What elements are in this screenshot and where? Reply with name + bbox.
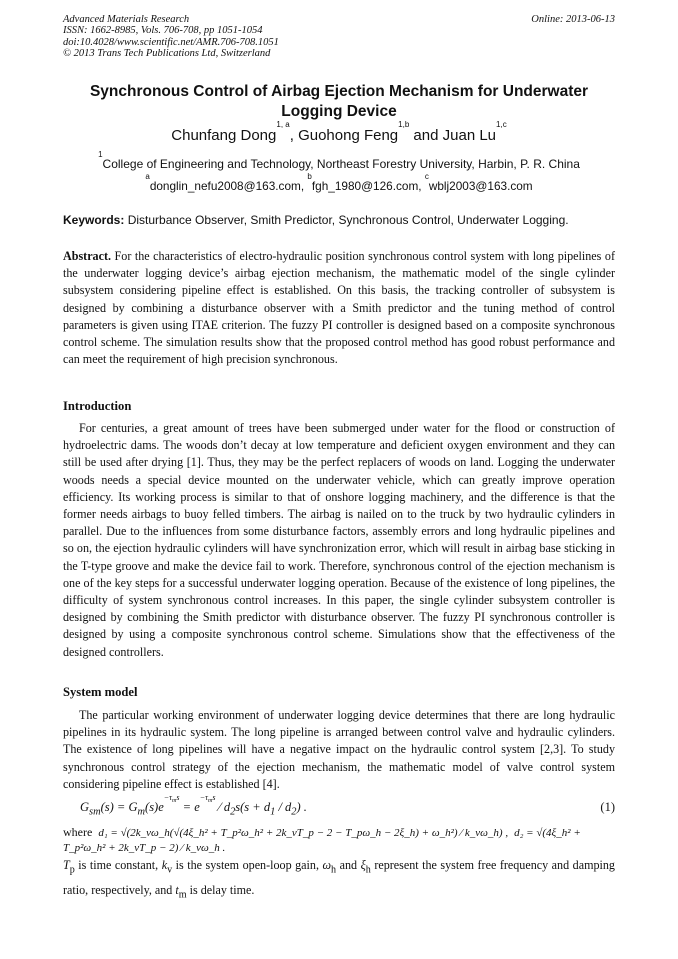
affiliation-text: College of Engineering and Technology, Northeast Forestry University, Harbin, P. R. China: [102, 157, 580, 171]
eq-subscript: sm: [89, 806, 101, 818]
symbol-subscript: h: [365, 864, 371, 876]
email-mark: a: [145, 172, 150, 181]
system-model-paragraph: The particular working environment of underwater logging device determines that there are long hydraulic pipelines in its hydraulic system. The long pipeline is arranged between control valve and hydraulic cylinders. The existence of long pipelines will have a negative impact on the hydraulic control system [2,3]. To study synchronous control strategy of the ejection mechanism, the mathematic model of valve control system considering pipeline effect is established [4].: [63, 708, 615, 791]
abstract: [63, 248, 615, 368]
d2-definition: d₂ = √(4ξ_h² + T_p²ω_h² + 2k_vT_p − 2) ⁄ k_vω_h .: [63, 827, 581, 854]
eq-exponent: −τ: [163, 793, 173, 802]
email-link: wblj2003@163.com: [428, 179, 533, 193]
affiliation-mark: 1: [98, 150, 103, 159]
eq-text: (s) = G: [100, 800, 138, 814]
where-label: where: [63, 825, 93, 839]
online-date: Online: 2013-06-13: [531, 14, 615, 25]
author-list: [63, 120, 615, 144]
eq-text: s(s + d: [235, 800, 271, 814]
author-affil-mark: 1,b: [398, 120, 410, 129]
email-link: fgh_1980@126.com,: [311, 179, 425, 193]
symbol-definitions: [63, 855, 615, 906]
symbol-subscript: m: [178, 889, 187, 901]
abstract-label: Abstract.: [63, 249, 112, 263]
eq-exponent: −τ: [199, 793, 209, 802]
email-link: donglin_nefu2008@163.com,: [149, 179, 308, 193]
author-name: Juan Lu: [442, 127, 497, 144]
eq-exponent: m: [208, 798, 213, 804]
author-name: Guohong Feng: [298, 127, 399, 144]
journal-header: [63, 14, 615, 60]
author-affil-mark: 1, a: [276, 120, 290, 129]
symbol: k: [161, 858, 168, 872]
definition-text: is delay time.: [186, 883, 255, 898]
symbol-subscript: v: [167, 864, 173, 876]
section-heading-introduction: Introduction: [63, 399, 132, 413]
eq-text: ) .: [296, 800, 307, 814]
eq-text: (s)e: [145, 800, 164, 814]
keywords: [63, 213, 615, 227]
eq-exponent: m: [172, 798, 177, 804]
eq-symbol: G: [80, 800, 90, 814]
journal-name: Advanced Materials Research: [63, 14, 190, 25]
email-mark: c: [424, 172, 429, 181]
eq-exponent: s: [176, 793, 180, 802]
eq-exponent: s: [212, 793, 216, 802]
equation-1: [80, 793, 615, 818]
symbol: t: [175, 883, 179, 898]
eq-text: = e: [179, 800, 200, 814]
definition-text: is the system open-loop gain,: [172, 858, 323, 872]
keywords-label: Keywords:: [63, 213, 125, 227]
doi: doi:10.4028/www.scientific.net/AMR.706-708.1051: [63, 36, 279, 48]
eq-subscript: m: [137, 806, 146, 818]
author-separator: and: [409, 127, 443, 144]
definition-text: is time constant,: [74, 858, 162, 872]
eq-subscript: 1: [270, 806, 276, 818]
equation-number: (1): [600, 800, 615, 814]
definition-text: and: [336, 858, 361, 872]
symbol-subscript: h: [331, 864, 337, 876]
symbol-subscript: p: [69, 864, 75, 876]
eq-text: ⁄ d: [215, 800, 231, 814]
affiliation: [63, 150, 615, 171]
author-affil-mark: 1,c: [496, 120, 507, 129]
d1-definition: d₁ = √(2k_vω_h(√(4ξ_h² + T_p²ω_h² + 2k_vT_p − 2 − T_pω_h − 2ξ_h) + ω_h²) ⁄ k_vω_h) ,: [98, 827, 509, 839]
copyright: © 2013 Trans Tech Publications Ltd, Switzerland: [63, 48, 271, 60]
definition-text: represent the system free frequency and damping ratio, respectively, and: [63, 858, 615, 898]
eq-text: / d: [275, 800, 292, 814]
paper-title: Synchronous Control of Airbag Ejection Mechanism for Underwater Logging Device: [89, 83, 589, 120]
equation-definitions: [63, 825, 615, 855]
symbol: ξ: [360, 858, 366, 872]
symbol: T: [63, 858, 70, 872]
abstract-text: For the characteristics of electro-hydraulic position synchronous control system with long pipelines of the underwater logging device’s airbag ejection mechanism, the mathematic model of the single cylinder subsystem considering pipeline effect is established. On this basis, the tracking controller of subsystem is designed by combining a disturbance observer with a Smith predictor and the tuning method of control parameters is given using ITAE criterion. The fuzzy PI controller is designed based on a composite synchronous control scheme. The simulation results show that the proposed control method has good robust performance and can meet the requirement of high precision synchronous.: [63, 249, 615, 367]
eq-subscript: 2: [230, 806, 236, 818]
email-mark: b: [307, 172, 312, 181]
author-name: Chunfang Dong: [171, 127, 277, 144]
author-separator: ,: [289, 127, 299, 144]
section-heading-system-model: System model: [63, 685, 138, 699]
issn: ISSN: 1662-8985, Vols. 706-708, pp 1051-1054: [63, 25, 263, 37]
author-emails: [63, 172, 615, 193]
introduction-paragraph: For centuries, a great amount of trees have been submerged under water for the flood or construction of hydroelectric dams. The woods don’t decay at low temperature and deficient oxygen environment and they can still be used after drying [1]. Thus, they may be the perfect replacers of woods on land. Logging the underwater woods needs a special device mounted on the underwater vehicle, which can greatly improve operation efficiency. Its working process is similar to that of onshore logging machinery, and the difference is that the former needs airbags to buoy felled timbers. The airbag is nailed on to the truck by two hydraulic cylinders in parallel. Due to the influences from some disturbance factors, assembly errors and long hydraulic pipelines and so on, the ejection hydraulic cylinders will have synchronization error, which will result in airbag base sticking in the T-type groove and make the device fail to work. Therefore, synchronous control of the ejection mechanism is one of the key steps for a successful underwater logging operation. Because of the existence of long pipelines, the difficulty of system synchronous control increases. In this paper, the single cylinder subsystem controller is designed by combining the Smith predictor with disturbance observer. The fuzzy PI synchronous controller is designed by using a composite synchronous control scheme. Simulations show that the effectiveness of the designed controllers.: [63, 421, 615, 659]
symbol: ω: [322, 858, 332, 872]
eq-subscript: 2: [291, 806, 297, 818]
keywords-text: Disturbance Observer, Smith Predictor, Synchronous Control, Underwater Logging.: [124, 213, 569, 227]
